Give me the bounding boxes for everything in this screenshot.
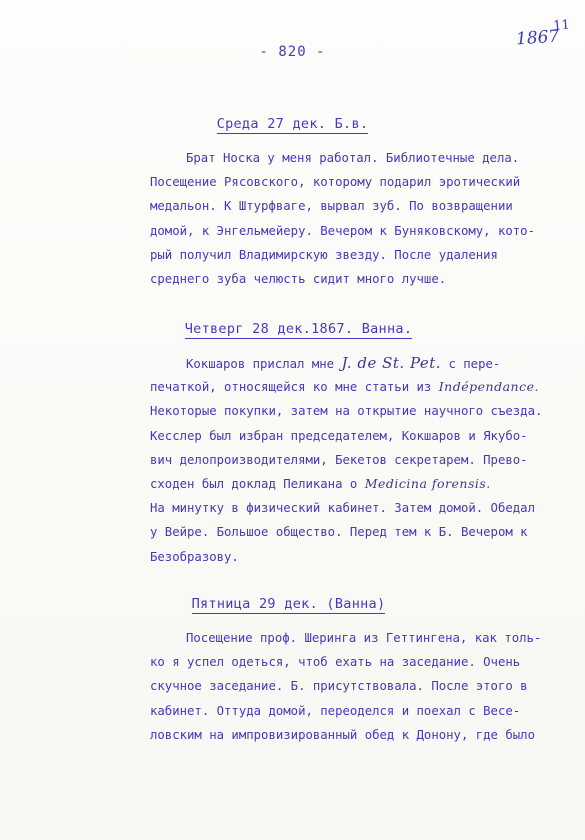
text-line: среднего зуба челюсть сидит много лучше. [150, 271, 447, 286]
text-line: Брат Носка у меня работал. Библиотечные дела. [186, 151, 520, 165]
text-line: ловским на импровизированный обед к Донону, где было [150, 727, 535, 742]
handwritten-year-annotation [515, 17, 571, 50]
entry-text-wednesday [150, 146, 550, 291]
text-line: Кесслер был избран председателем, Кокшаров и Якубо- [150, 428, 528, 443]
text-line: Посещение проф. Шеринга из Геттингена, как толь- [186, 631, 542, 645]
text-line: вич делопроизводителями, Бекетов секретарем. Прево- [150, 452, 528, 467]
entry-heading-friday: Пятница 29 дек. (Ванна) [191, 596, 386, 612]
text-line: домой, к Энгельмейеру. Вечером к Буняковскому, кото- [150, 223, 535, 238]
text-line: Безобразову. [150, 549, 239, 564]
text-line: у Вейре. Большое общество. Перед тем к Б. Вечером к [150, 525, 528, 540]
text-line: медальон. К Штурфваге, вырвал зуб. По возвращении [150, 199, 513, 214]
text-line: скучное заседание. Б. присутствовала. После этого в [150, 679, 528, 694]
text-line: Посещение Рясовского, которому подарил эротический [150, 175, 521, 190]
text-line: Некоторые покупки, затем на открытие научного съезда. [150, 404, 543, 419]
handwritten-year: 1867 [515, 26, 560, 50]
entry-heading-thursday: Четверг 28 дек.1867. Ванна. [184, 321, 413, 337]
handwritten-insertion: J. de St. Pet. [341, 354, 442, 372]
entry-text-thursday [150, 351, 550, 569]
text-line: ко я успел одеться, чтоб ехать на заседание. Очень [150, 655, 521, 670]
text-line: рый получил Владимирскую звезду. После удаления [150, 247, 498, 262]
entry-text-friday [150, 626, 550, 747]
entry-heading-wednesday: Среда 27 дек. Б.в. [216, 116, 369, 132]
handwritten-tick-mark: 11 [552, 17, 571, 34]
text-line: сходен был доклад Пеликана о Medicina forensis. [150, 475, 491, 491]
text-line: На минутку в физический кабинет. Затем домой. Обедал [150, 501, 535, 516]
page-number: - 820 - [259, 44, 326, 60]
handwritten-insertion: Indépendance. [438, 379, 539, 395]
text-line: кабинет. Оттуда домой, переоделся и поехал с Весе- [150, 703, 521, 718]
text-line: печаткой, относящейся ко мне статьи из Indépendance. [150, 379, 539, 395]
text-line: Кокшаров прислал мне J. de St. Pet. с пере- [186, 354, 501, 372]
handwritten-insertion: Medicina forensis. [364, 475, 491, 491]
